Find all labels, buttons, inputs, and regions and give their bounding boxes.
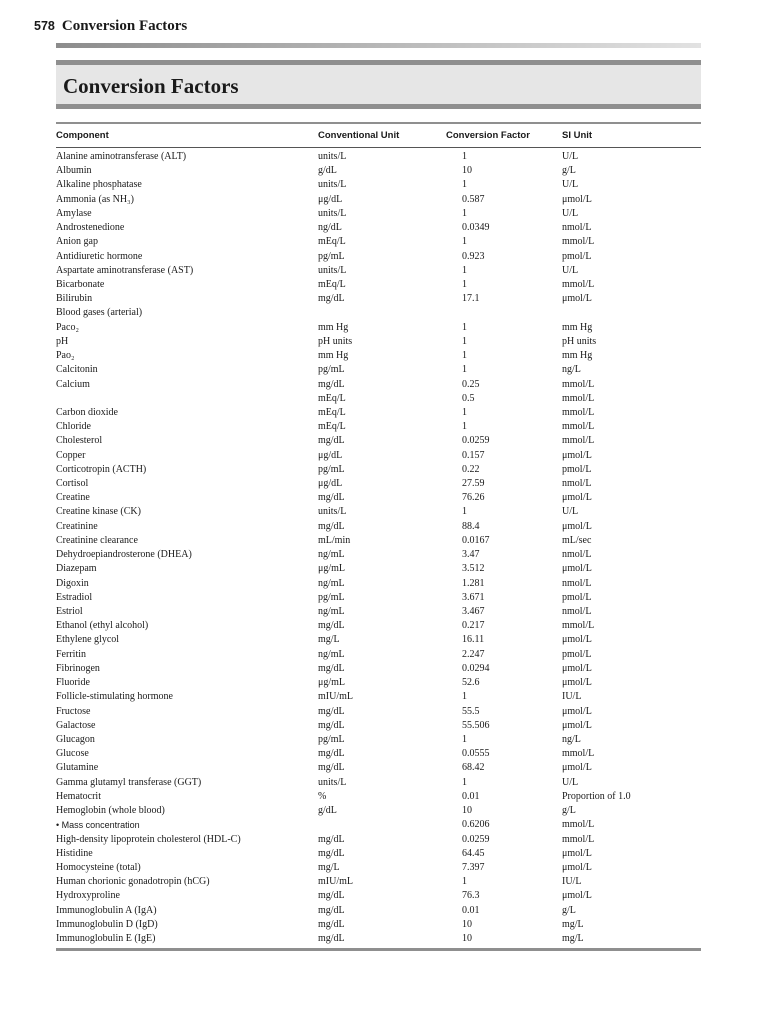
conversion-factor-cell: 1.281 [462,577,485,589]
component-cell: Fluoride [56,677,90,689]
si-unit-cell: mmol/L [562,236,595,248]
component-cell: Glutamine [56,762,99,774]
component-cell: Immunoglobulin A (IgA) [56,904,157,916]
si-unit-cell: mmol/L [562,278,595,290]
si-unit-cell: pmol/L [562,250,592,262]
conventional-unit-cell: pg/mL [318,733,345,745]
component-cell: Androstenedione [56,222,125,234]
table-row [56,505,701,519]
component-cell: Diazepam [56,563,97,575]
table-row [56,164,701,178]
conventional-unit-cell: ng/mL [318,606,345,617]
table-row [56,847,701,861]
component-cell: Ethanol (ethyl alcohol) [56,620,149,632]
si-unit-cell: U/L [562,151,579,162]
conventional-unit-cell: mg/dL [318,705,345,717]
conversion-factor-cell: 0.01 [462,904,480,916]
si-unit-cell: μmol/L [562,193,592,205]
si-unit-cell: μmol/L [562,293,592,305]
table-row [56,733,701,747]
si-unit-cell [562,306,701,320]
conversion-factor-cell: 3.671 [462,591,485,603]
component-cell: High-density lipoprotein cholesterol (HDL-C) [56,833,241,845]
table-row [56,932,701,946]
conventional-unit-cell: mg/L [318,861,340,873]
component-cell: Ethylene glycol [56,634,120,646]
conventional-unit-cell: units/L [318,776,347,788]
conventional-unit-cell [318,818,436,832]
conversion-factor-cell: 1 [462,179,467,191]
conventional-unit-cell: mEq/L [318,278,346,290]
component-cell: Follicle-stimulating hormone [56,691,173,703]
si-unit-cell: U/L [562,776,579,788]
conventional-unit-cell: mg/dL [318,492,345,504]
component-cell: Amylase [56,207,92,219]
si-unit-cell: nmol/L [562,606,592,617]
component-cell: Calcium [56,378,90,390]
si-unit-cell: pmol/L [562,591,592,603]
si-unit-cell: mmol/L [562,421,595,433]
table-row [56,349,701,363]
conversion-factor-cell: 52.6 [462,677,480,689]
conventional-unit-cell: g/dL [318,165,337,177]
table-row [56,776,701,790]
conversion-factor-cell: 0.0167 [462,534,490,546]
conversion-factor-cell: 55.506 [462,719,490,731]
table-row [56,633,701,647]
table-row [56,178,701,192]
table-row [56,463,701,477]
conversion-factor-cell: 0.0555 [462,748,490,760]
table-row [56,321,701,335]
conversion-factor-cell: 0.0349 [462,222,490,234]
si-unit-cell: μmol/L [562,719,592,731]
component-cell: Carbon dioxide [56,406,118,418]
component-cell: Albumin [56,165,92,177]
si-unit-cell: mmol/L [562,819,595,831]
table-row [56,306,701,320]
table-row [56,804,701,818]
conversion-factor-cell: 1 [462,364,467,376]
si-unit-cell: mmol/L [562,406,595,418]
conversion-factor-cell: 1 [462,335,467,347]
conventional-unit-cell: mg/dL [318,762,345,774]
conversion-factor-cell: 68.42 [462,762,485,774]
conversion-factor-cell: 10 [462,918,472,930]
conversion-factor-cell: 1 [462,350,467,362]
si-unit-cell: ng/L [562,364,581,376]
table-row [56,676,701,690]
conventional-unit-cell: ng/mL [318,577,345,589]
conversion-factor-cell: 16.11 [462,634,485,646]
table-row [56,520,701,534]
si-unit-cell: mmol/L [562,378,595,390]
conventional-unit-cell: g/dL [318,805,337,817]
si-unit-cell: mg/L [562,933,584,945]
component-cell: Antidiuretic hormone [56,250,143,262]
si-unit-cell: μmol/L [562,492,592,504]
conversion-factor-cell: 64.45 [462,847,485,859]
conventional-unit-cell: μg/dL [318,449,343,461]
si-unit-cell: μmol/L [562,705,592,717]
conventional-unit-cell: pg/mL [318,463,345,475]
conversion-factor-cell: 1 [462,207,467,219]
component-cell: Ferritin [56,648,86,660]
conventional-unit-cell: units/L [318,506,347,518]
conventional-unit-cell: pg/mL [318,250,345,262]
conversion-factor-cell: 1 [462,506,467,518]
conventional-unit-cell: mEq/L [318,392,346,404]
component-cell: Bicarbonate [56,278,105,290]
table-row [56,719,701,733]
component-cell: Immunoglobulin D (IgD) [56,918,158,930]
component-cell: Glucagon [56,733,95,745]
conventional-unit-cell: mg/dL [318,833,345,845]
conversion-factor-cell: 1 [462,321,467,333]
si-unit-cell: μmol/L [562,861,592,873]
conversion-factor-cell: 10 [462,805,472,817]
conversion-factor-cell: 0.5 [462,392,475,404]
conversion-factor-cell: 1 [462,278,467,290]
si-unit-cell: pmol/L [562,463,592,475]
conventional-unit-cell: μg/dL [318,478,343,490]
component-cell: Anion gap [56,236,98,248]
table-row [56,761,701,775]
conversion-factor-cell: 0.01 [462,790,480,802]
table-row [56,904,701,918]
conversion-factor-cell: 1 [462,236,467,248]
component-cell: Blood gases (arterial) [56,307,143,319]
table-row [56,207,701,221]
component-cell: Gamma glutamyl transferase (GGT) [56,776,202,788]
table-row [56,577,701,591]
component-cell: Creatinine [56,520,98,532]
conventional-unit-cell: mg/dL [318,293,345,305]
page-title: Conversion Factors [63,74,239,98]
column-header-conversion-factor: Conversion Factor [446,130,530,141]
conventional-unit-cell: mg/dL [318,435,345,447]
table-row [56,278,701,292]
conversion-factor-cell: 0.6206 [462,819,490,831]
si-unit-cell: mmol/L [562,620,595,632]
si-unit-cell: mmol/L [562,748,595,760]
table-row [56,591,701,605]
conversion-factor-cell: 3.47 [462,549,480,561]
conversion-factor-cell: 0.157 [462,449,485,461]
conversion-factor-cell: 0.22 [462,463,480,475]
table-row [56,449,701,463]
column-header-component: Component [56,130,109,141]
column-header-si-unit: SI Unit [562,130,593,141]
si-unit-cell: μmol/L [562,449,592,461]
si-unit-cell: μmol/L [562,677,592,689]
conversion-factor-cell: 1 [462,421,467,433]
component-cell: pH [56,335,69,347]
conventional-unit-cell: mIU/mL [318,691,353,703]
component-cell: Digoxin [56,577,89,589]
conventional-unit-cell: mg/dL [318,620,345,632]
table-header-row [56,123,701,148]
conventional-unit-cell: mEq/L [318,236,346,248]
conversion-factor-cell: 55.5 [462,705,480,717]
table-row [56,548,701,562]
component-cell: Corticotropin (ACTH) [56,463,147,475]
table-row [56,690,701,704]
conversion-factor-cell: 1 [462,406,467,418]
table-row [56,392,701,406]
table-row [56,790,701,804]
conversion-factor-cell: 2.247 [462,648,485,660]
si-unit-cell: g/L [562,904,576,916]
conversion-factor-cell: 1 [462,876,467,888]
table-row [56,662,701,676]
conventional-unit-cell: pH units [318,335,353,347]
page-number: 578 [34,19,55,33]
conversion-factor-cell: 10 [462,165,472,177]
conventional-unit-cell: ng/dL [318,222,342,234]
table-row [56,434,701,448]
component-cell: Creatinine clearance [56,534,138,546]
si-unit-cell: μmol/L [562,662,592,674]
table-row [56,221,701,235]
si-unit-cell: g/L [562,805,576,817]
header-rule [56,43,701,48]
component-cell: Hematocrit [56,790,101,802]
conventional-unit-cell: mg/dL [318,904,345,916]
table-row [56,619,701,633]
table-row [56,833,701,847]
si-unit-cell: μmol/L [562,634,592,646]
conventional-unit-cell: mg/dL [318,933,345,945]
conversion-factor-cell: 76.3 [462,890,480,902]
table-row [56,148,701,165]
conventional-unit-cell: mL/min [318,534,351,546]
si-unit-cell: Proportion of 1.0 [562,790,631,802]
table-body [56,148,701,947]
conversion-factor-cell: 3.512 [462,563,485,575]
si-unit-cell: ng/L [562,733,581,745]
conventional-unit-cell: % [318,790,327,802]
conventional-unit-cell: mg/L [318,634,340,646]
conventional-unit-cell: mg/dL [318,918,345,930]
conventional-unit-cell: ng/mL [318,648,345,660]
conventional-unit-cell: pg/mL [318,364,345,376]
component-cell: Creatine [56,492,90,504]
conventional-unit-cell: units/L [318,179,347,191]
si-unit-cell: IU/L [562,876,582,888]
component-cell: Alkaline phosphatase [56,179,142,191]
component-cell: Estradiol [56,591,93,603]
conventional-unit-cell: mg/dL [318,847,345,859]
table-row [56,292,701,306]
conventional-unit-cell: mEq/L [318,406,346,418]
component-cell: Histidine [56,847,93,859]
component-cell: Ammonia (as NH₃) [56,193,134,205]
conversion-factor-cell: 1 [462,776,467,788]
conversion-factor-cell: 88.4 [462,520,480,532]
conversion-factor-cell: 10 [462,933,472,945]
table-row [56,193,701,207]
table-row [56,477,701,491]
table-row [56,491,701,505]
si-unit-cell: U/L [562,506,579,518]
component-cell: Cholesterol [56,435,103,447]
component-cell: Bilirubin [56,293,93,305]
conversion-factor-cell [436,306,562,320]
table-row [56,406,701,420]
table-row [56,918,701,932]
si-unit-cell: pH units [562,335,597,347]
conversion-factor-cell: 17.1 [462,293,480,305]
table-row [56,420,701,434]
conventional-unit-cell: mg/dL [318,719,345,731]
si-unit-cell: μmol/L [562,520,592,532]
si-unit-cell: nmol/L [562,222,592,234]
conventional-unit-cell: μg/mL [318,677,346,689]
conversion-factor-cell: 0.0259 [462,435,490,447]
running-title: Conversion Factors [61,18,188,34]
conversion-factor-cell: 0.217 [462,620,485,632]
table-row [56,562,701,576]
si-unit-cell: nmol/L [562,478,592,490]
si-unit-cell: nmol/L [562,549,592,561]
conversion-factor-cell: 0.0259 [462,833,490,845]
si-unit-cell: mmol/L [562,435,595,447]
conventional-unit-cell: μg/dL [318,193,343,205]
si-unit-cell: IU/L [562,691,582,703]
si-unit-cell: U/L [562,207,579,219]
component-cell: Paco₂ [56,321,79,333]
component-cell: Dehydroepiandrosterone (DHEA) [56,549,192,561]
table-row [56,235,701,249]
conventional-unit-cell [318,306,436,320]
conventional-unit-cell: units/L [318,264,347,276]
component-cell: Copper [56,449,86,461]
component-cell: Calcitonin [56,364,98,376]
table-row [56,264,701,278]
table-row [56,335,701,349]
component-cell: Fibrinogen [56,662,100,674]
si-unit-cell: U/L [562,264,579,276]
conventional-unit-cell: μg/mL [318,563,346,575]
conversion-factor-cell: 1 [462,264,467,276]
conventional-unit-cell: mEq/L [318,421,346,433]
conversion-factor-cell: 1 [462,691,467,703]
conventional-unit-cell: ng/mL [318,549,345,561]
conventional-unit-cell: mg/dL [318,662,345,674]
conventional-unit-cell: mg/dL [318,748,345,760]
si-unit-cell: U/L [562,179,579,191]
component-cell: Cortisol [56,478,89,490]
component-cell: Aspartate aminotransferase (AST) [56,264,194,276]
table-row [56,648,701,662]
table-row [56,378,701,392]
conversion-table [56,122,701,946]
component-cell [56,392,318,406]
conversion-factor-cell: 76.26 [462,492,485,504]
table-row [56,818,701,832]
si-unit-cell: μmol/L [562,847,592,859]
component-cell: Hemoglobin (whole blood) [56,805,165,817]
si-unit-cell: g/L [562,165,576,177]
conversion-factor-cell: 3.467 [462,606,485,617]
si-unit-cell: mL/sec [562,534,592,546]
title-band [56,60,701,109]
si-unit-cell: mmol/L [562,392,595,404]
conventional-unit-cell: pg/mL [318,591,345,603]
si-unit-cell: nmol/L [562,577,592,589]
table-row [56,705,701,719]
si-unit-cell: μmol/L [562,890,592,902]
component-cell: Homocysteine (total) [56,861,141,873]
column-header-conventional-unit: Conventional Unit [318,130,400,141]
conventional-unit-cell: mg/dL [318,890,345,902]
conventional-unit-cell: units/L [318,151,347,162]
component-cell: Immunoglobulin E (IgE) [56,933,156,945]
component-cell: Pao₂ [56,350,75,362]
conversion-table-container [56,122,701,946]
component-cell: • Mass concentration [56,820,140,831]
conventional-unit-cell: units/L [318,207,347,219]
conversion-factor-cell: 0.25 [462,378,480,390]
conversion-factor-cell: 0.0294 [462,662,490,674]
table-row [56,250,701,264]
table-row [56,363,701,377]
si-unit-cell: mg/L [562,918,584,930]
conventional-unit-cell: mg/dL [318,520,345,532]
si-unit-cell: pmol/L [562,648,592,660]
si-unit-cell: mm Hg [562,321,593,333]
conventional-unit-cell: mm Hg [318,350,349,362]
table-row [56,605,701,619]
table-bottom-rule [56,948,701,951]
component-cell: Human chorionic gonadotropin (hCG) [56,876,210,888]
conversion-factor-cell: 1 [462,151,467,162]
table-row [56,875,701,889]
conversion-factor-cell: 27.59 [462,478,485,490]
si-unit-cell: mmol/L [562,833,595,845]
component-cell: Estriol [56,606,83,617]
conversion-factor-cell: 1 [462,733,467,745]
table-row [56,534,701,548]
conversion-factor-cell: 0.587 [462,193,485,205]
component-cell: Galactose [56,719,96,731]
component-cell: Hydroxyproline [56,890,120,902]
running-head [34,18,187,35]
conventional-unit-cell: mm Hg [318,321,349,333]
component-cell: Creatine kinase (CK) [56,506,141,518]
component-cell: Alanine aminotransferase (ALT) [56,151,187,162]
conventional-unit-cell: mg/dL [318,378,345,390]
si-unit-cell: mm Hg [562,350,593,362]
table-row [56,747,701,761]
conventional-unit-cell: mIU/mL [318,876,353,888]
component-cell: Chloride [56,421,91,433]
si-unit-cell: μmol/L [562,762,592,774]
conversion-factor-cell: 7.397 [462,861,485,873]
si-unit-cell: μmol/L [562,563,592,575]
table-row [56,861,701,875]
component-cell: Glucose [56,748,89,760]
table-row [56,889,701,903]
conversion-factor-cell: 0.923 [462,250,485,262]
component-cell: Fructose [56,705,91,717]
